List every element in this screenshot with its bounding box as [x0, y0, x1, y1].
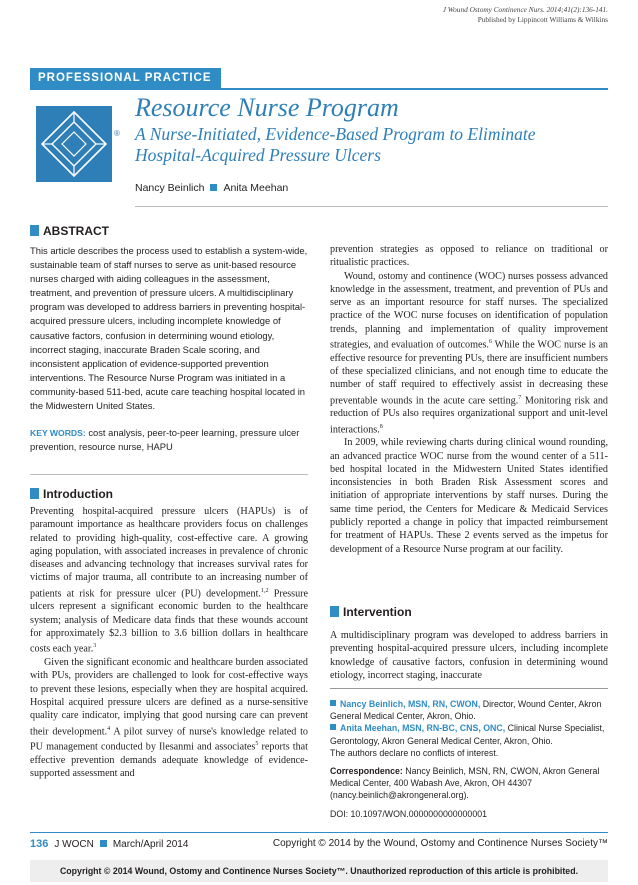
intervention-body: A multidisciplinary program was developed to address barriers in preventing hospital-acquired pressure ulcers, including incomplete knowledge of causative factors, confusion in determining wound etiology, incorrect staging, inaccurate: [330, 630, 608, 681]
right-column-body: [330, 243, 608, 556]
paragraph: Wound, ostomy and continence (WOC) nurses possess advanced knowledge in the assessment, treatment, and prevention of PUs and serve as an important resource for staff nurses. The specialized practice of the WOC nurse focuses on identification of population trends, planning and implementation of quality improvement strategies, and evaluation of outcomes.$^6$ While the WOC nurse is an effective resource for preventing PUs, there are insufficient numbers of these specialized clinicians, and not enough time to educate the number of staff required to effectively assist in decreasing these preventable wounds in the acute care setting.$^7$ Monitoring risk and reduction of PUs also requires organizational support and unit-level interactions.$^8$: [330, 270, 608, 435]
bullet-square-icon: [330, 700, 336, 706]
banner-rule: [30, 88, 608, 90]
intervention-heading: Intervention: [330, 605, 412, 619]
introduction-body: [30, 505, 308, 780]
footer-rule: [30, 832, 608, 833]
keywords: [30, 426, 308, 454]
divider: [135, 206, 608, 207]
citation-publisher: Published by Lippincott Williams & Wilkins: [477, 15, 608, 24]
paragraph: prevention strategies as opposed to reliance on traditional or ritualistic practices.: [330, 244, 608, 269]
citation-journal: J Wound Ostomy Continence Nurs. 2014;41(2):136-141.: [442, 5, 608, 14]
author-name: Anita Meehan: [223, 182, 289, 194]
footer-issue: March/April 2014: [112, 839, 189, 850]
journal-citation: [443, 5, 608, 25]
section-banner: PROFESSIONAL PRACTICE: [30, 68, 221, 88]
divider: [330, 688, 608, 689]
author-affiliation: Anita Meehan, MSN, RN-BC, CNS, ONC, Clinical Nurse Specialist, Gerontology, Akron General Medical Center, Akron, Ohio.: [330, 723, 605, 746]
introduction-heading: Introduction: [30, 487, 113, 501]
article-title: Resource Nurse Program: [135, 93, 399, 122]
abstract-text: This article describes the process used to establish a system-wide, sustainable team of staff nurses to serve as unit-based resource nurses charged with aiding colleagues in the assessment, treatment, and prevention of pressure ulcers. A multidisciplinary program was developed to address barriers in preventing hospital-acquired pressure ulcers, including incomplete knowledge of causative factors, confusion in determining wound etiology, incorrect staging, inaccurate Braden Scale scoring, and inconsistent application of evidence-supported prevention interventions. The Resource Nurse Program was initiated in a community-based 511-bed, acute care teaching hospital located in the Midwestern United States.: [30, 245, 308, 412]
conflict-statement: The authors declare no conflicts of interest.: [330, 747, 499, 758]
abstract-heading: ABSTRACT: [30, 224, 109, 238]
author-notes: [330, 698, 608, 820]
paragraph: Given the significant economic and healthcare burden associated with PUs, providers are challenged to look for cost-effective ways to prevent these lesions, especially when they are hospital acquired. Hospital acquired pressure ulcers are defined as a nurse-sensitive quality care indicator, implying that good nursing care can prevent their development.$^4$ A pilot survey of nurse's knowledge related to PU management conducted by Ilesanmi and associates$^5$ reports that effective prevention demands adequate knowledge of evidence-supported assessment and: [30, 657, 308, 780]
article-subtitle: A Nurse-Initiated, Evidence-Based Program to Eliminate Hospital-Acquired Pressure Ulcers: [135, 124, 536, 165]
bullet-square-icon: [330, 724, 336, 730]
author-name: Nancy Beinlich: [135, 182, 205, 194]
heading-square-icon: [330, 606, 339, 617]
paragraph: In 2009, while reviewing charts during clinical wound rounding, an advanced practice WOC nurse from the wound center of a 511-bed hospital located in the Midwestern United States identified inconsistencies in both Braden Risk Assessment scores and initiation of appropriate interventions by staff nurses. During the same time period, the Centers for Medicare & Medicaid Services publicly reported a change in policy that impacted reimbursement for treatment of HAPUs. These 2 events served as the impetus for development of a Resource Nurse program at our facility.: [330, 437, 608, 555]
keywords-label: KEY WORDS:: [30, 428, 86, 438]
heading-square-icon: [30, 488, 39, 499]
registered-mark: ®: [114, 129, 120, 138]
copyright-bar: Copyright © 2014 Wound, Ostomy and Continence Nurses Society™. Unauthorized reproduction of this article is prohibited.: [30, 860, 608, 882]
keywords-list: cost analysis, peer-to-peer learning, pressure ulcer prevention, resource nurse, HAPU: [30, 427, 300, 453]
footer-copyright: Copyright © 2014 by the Wound, Ostomy and Continence Nurses Society™: [272, 838, 608, 849]
paragraph: Preventing hospital-acquired pressure ulcers (HAPUs) is of paramount importance as healthcare providers focus on challenges related to providing high-quality, cost-effective care. A growing aging population, with associated increases in prevalence of chronic diseases and advancing technology that increases survival rates for victims of major trauma, all contribute to an increasing number of patients at risk for pressure ulcer (PU) development.$^{1,2}$ Pressure ulcers represent a significant economic burden to the healthcare system; analysis of Medicare data finds that these wounds account for approximately $2.3 billion to 3.6 billion dollars in healthcare costs each year.$^3$: [30, 506, 309, 655]
journal-logo-diamond-icon: [36, 106, 118, 188]
author-list: [135, 182, 288, 194]
footer-left: [30, 838, 188, 850]
correspondence: Correspondence: Nancy Beinlich, MSN, RN, CWON, Akron General Medical Center, 400 Wabash Ave, Akron, OH 44307 (nancy.beinlich@akrongeneral.org).: [330, 766, 600, 801]
page-number: 136: [30, 838, 49, 850]
author-affiliation: Nancy Beinlich, MSN, RN, CWON, Director, Wound Center, Akron General Medical Center, Akron, Ohio.: [330, 699, 602, 722]
bullet-square-icon: [100, 840, 107, 847]
divider: [30, 474, 308, 475]
bullet-square-icon: [210, 184, 217, 191]
footer-journal: J WOCN: [54, 839, 94, 850]
heading-square-icon: [30, 225, 39, 236]
doi: DOI: 10.1097/WON.0000000000000001: [330, 808, 487, 819]
